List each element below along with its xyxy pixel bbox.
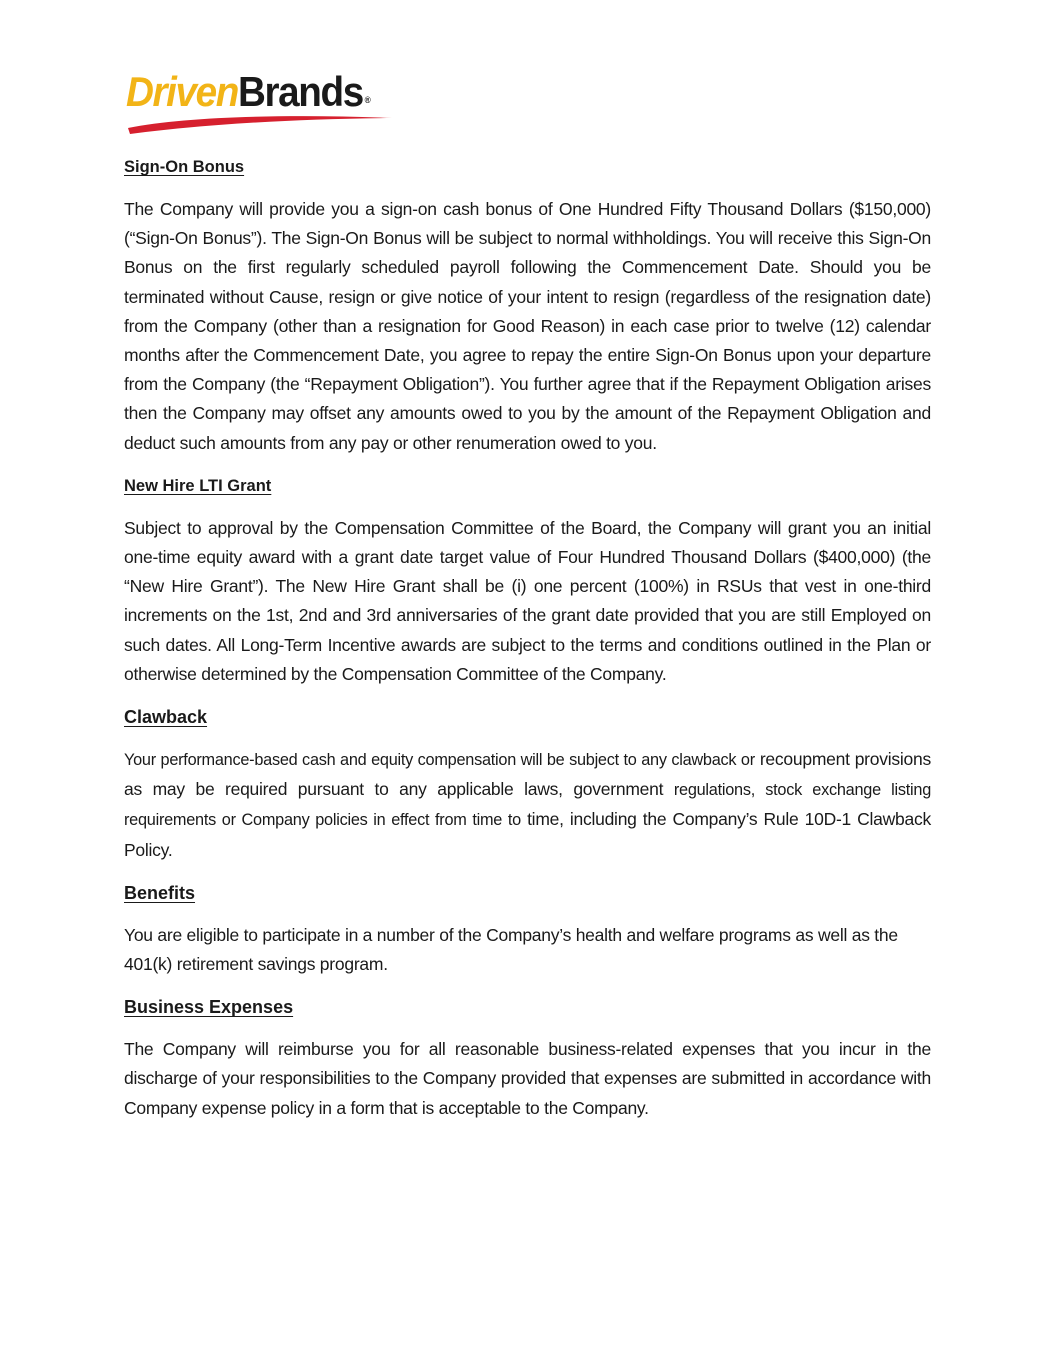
section-heading-sign-on-bonus: Sign-On Bonus: [124, 158, 245, 176]
logo-word-brands: Brands: [237, 68, 363, 115]
logo-swoosh-icon: [126, 114, 396, 136]
logo-wordmark: [126, 68, 368, 116]
clawback-line-2: recoupment provisions as may be required pursuant to any applicable laws, government: [124, 749, 931, 800]
section-heading-benefits: Benefits: [124, 882, 196, 903]
section-heading-new-hire-lti-grant: New Hire LTI Grant: [124, 476, 272, 495]
section-body-sign-on-bonus: The Company will provide you a sign-on cash bonus of One Hundred Fifty Thousand Dollars ($150,000) (“Sign-On Bonus”). The Sign-On Bonus will be subject to normal withholdings. You will receive this Sign-On Bonus on the first regularly scheduled payroll following the Commencement Date. Should you be terminated without Cause, resign or give notice of your intent to resign (regardless of the resignation date) from the Company (other than a resignation for Good Reason) in each case prior to twelve (12) calendar months after the Commencement Date, you agree to repay the entire Sign-On Bonus upon your departure from the Company (the “Repayment Obligation”). You further agree that if the Repayment Obligation arises then the Company may offset any amounts owed to you by the amount of the Repayment Obligation and deduct such amounts from any pay or other renumeration owed to you.: [124, 199, 931, 453]
clawback-line-4: time, including the Company’s Rule 10D-1 Clawback Policy.: [124, 809, 931, 860]
clawback-line-3: regulations, stock exchange listing requirements or Company policies in effect from time to: [124, 781, 931, 830]
document-body: [124, 152, 931, 1136]
registered-mark: ®: [364, 95, 370, 105]
section-body-clawback: [124, 745, 931, 865]
section-body-new-hire-lti-grant: Subject to approval by the Compensation Committee of the Board, the Company will grant you an initial one-time equity award with a grant date target value of Four Hundred Thousand Dollars ($400,000) (the “New Hire Grant”). The New Hire Grant shall be (i) one percent (100%) in RSUs that vest in one-third increments on the 1st, 2nd and 3rd anniversaries of the grant date provided that you are still Employed on such dates. All Long-Term Incentive awards are subject to the terms and conditions outlined in the Plan or otherwise determined by the Compensation Committee of the Company.: [124, 517, 931, 684]
clawback-line-1: Your performance-based cash and equity compensation will be subject to any clawback or: [124, 751, 755, 770]
section-heading-business-expenses: Business Expenses: [124, 997, 294, 1018]
logo-word-driven: Driven: [126, 68, 238, 115]
section-heading-clawback: Clawback: [124, 707, 208, 728]
section-body-business-expenses: The Company will reimburse you for all reasonable business-related expenses that you incur in the discharge of your responsibilities to the Company provided that expenses are submitted in accordance with Company expense policy in a form that is acceptable to the Company.: [124, 1039, 931, 1118]
section-body-benefits: You are eligible to participate in a number of the Company’s health and welfare programs as well as the 401(k) retirement savings program.: [124, 924, 898, 975]
driven-brands-logo: [126, 68, 396, 134]
